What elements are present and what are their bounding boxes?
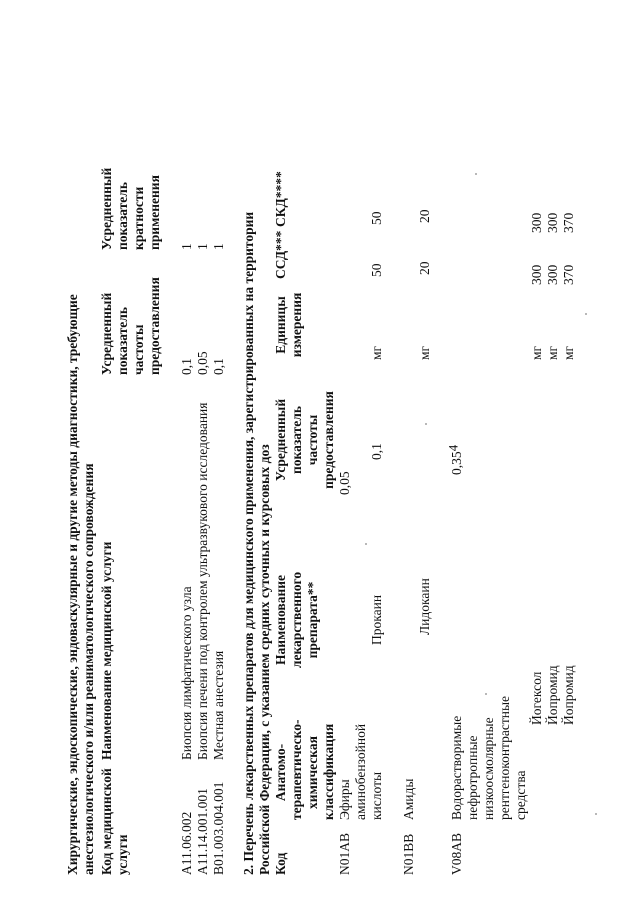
- s2-row-ssd: 20: [417, 261, 432, 275]
- s2-header-freq: Усредненный показатель частоты предоставления: [273, 391, 336, 489]
- s2-row-skd: 300: [529, 212, 544, 233]
- s2-header-unit: Единицы измерения: [273, 292, 304, 358]
- s1-row3-mult: 1: [211, 243, 226, 250]
- s2-row-unit: мг: [561, 345, 576, 360]
- s1-row1-code: A11.06.002: [179, 811, 194, 875]
- s2-row-skd: 300: [545, 212, 560, 233]
- scan-dot: [365, 543, 367, 545]
- s2-header-drug: Наименование лекарственного препарата**: [273, 571, 320, 669]
- s2-row-ssd: 50: [369, 263, 384, 277]
- s2-row-skd: 50: [369, 211, 384, 225]
- s1-row3-freq: 0,1: [211, 358, 226, 375]
- rotated-content: [65, 55, 625, 875]
- s1-row1-mult: 1: [179, 243, 194, 250]
- s2-row-unit: мг: [369, 345, 384, 360]
- s1-row3-name: Местная анестезия: [211, 650, 226, 760]
- s1-row3-code: B01.003.004.001: [211, 781, 226, 875]
- scan-dot: [485, 693, 487, 695]
- scan-dot: [425, 423, 427, 425]
- s2-row-drug: Йогексол: [529, 671, 544, 725]
- scan-dot: [595, 813, 597, 815]
- section1-title-line2: анестезиологического и/или реаниматологического сопровождения: [81, 463, 96, 875]
- s1-header-mult: Усредненный показатель кратности применения: [99, 167, 162, 250]
- page-number: 4: [445, 444, 461, 452]
- s1-row2-name: Биопсия печени под контролем ультразвукового исследования: [195, 402, 210, 760]
- s1-header-code: Код медицинской услуги: [99, 768, 130, 875]
- s2-row-atc: Эфиры аминобензойной кислоты: [337, 723, 384, 820]
- s2-row-code: V08AB: [449, 832, 464, 875]
- s2-row-code: N01AB: [337, 832, 352, 875]
- s1-header-name: Наименование медицинской услуги: [99, 541, 114, 760]
- s2-header-skd: СКД****: [273, 171, 288, 227]
- section1-title-line1: Хирургические, эндоскопические, эндоваскулярные и другие методы диагностики, требующие: [65, 294, 80, 875]
- s2-row-atc: Амиды: [401, 778, 416, 820]
- s2-row-code: N01BB: [401, 833, 416, 875]
- section2-title-line2: Российской Федерации, с указанием средних суточных и курсовых доз: [257, 444, 272, 875]
- s1-header-freq: Усредненный показатель частоты предоставления: [99, 277, 162, 375]
- s2-row-drug: Лидокаин: [417, 578, 432, 635]
- s2-row-skd: 20: [417, 209, 432, 223]
- s1-row2-mult: 1: [195, 243, 210, 250]
- s2-row-ssd: 300: [545, 264, 560, 285]
- s1-row1-freq: 0,1: [179, 358, 194, 375]
- section2-title-line1: 2. Перечень лекарственных препаратов для медицинского применения, зарегистрированных на территории: [241, 211, 256, 875]
- s2-row-drug: Йопромид: [561, 665, 576, 725]
- scan-dot: [585, 313, 587, 315]
- s2-row-unit: мг: [417, 345, 432, 360]
- s2-row-freq: 0,35: [449, 451, 464, 475]
- s2-header-atc: Анатомо-терапевтическо-химическая классификация: [273, 719, 336, 820]
- s1-row2-freq: 0,05: [195, 351, 210, 375]
- s2-row-drug: Йопромид: [545, 665, 560, 725]
- s1-row1-name: Биопсия лимфатического узла: [179, 586, 194, 760]
- s2-row-drug: Прокаин: [369, 594, 384, 645]
- s1-row2-code: A11.14.001.001: [195, 788, 210, 875]
- s2-row-freq: 0,1: [369, 443, 384, 460]
- s2-header-code: Код: [273, 852, 288, 875]
- s2-row-ssd: 370: [561, 264, 576, 285]
- s2-row-skd: 370: [561, 212, 576, 233]
- s2-row-freq: 0,05: [337, 471, 352, 495]
- s2-row-unit: мг: [545, 345, 560, 360]
- s2-header-ssd: ССД***: [273, 230, 288, 279]
- s2-row-atc: Водорастворимые нефротропные низкоосмолярные рентгеноконтрастные средства: [449, 695, 528, 820]
- s2-row-ssd: 300: [529, 264, 544, 285]
- s2-row-unit: мг: [529, 345, 544, 360]
- scan-dot: [475, 173, 477, 175]
